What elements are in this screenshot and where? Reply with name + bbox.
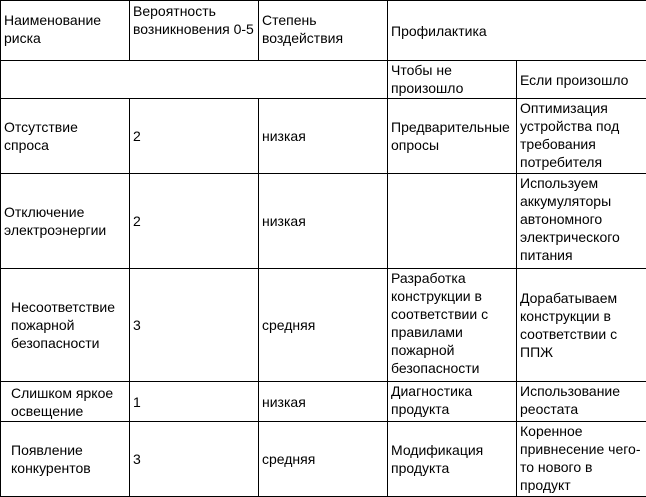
risk-name: Появление конкурентов (11, 441, 126, 477)
table-row (1, 422, 646, 497)
prevention-after-text: Использование реостата (520, 382, 643, 418)
impact-value: низкая (262, 393, 384, 411)
probability-cell (130, 99, 259, 174)
header-prevention-cell (388, 1, 646, 61)
header-impact-label: Степень воздействия (262, 1, 384, 47)
impact-value: низкая (262, 212, 384, 230)
impact-cell (259, 99, 388, 174)
header-prevention-label: Профилактика (391, 22, 643, 40)
probability-cell (130, 174, 259, 269)
prevention-before-cell (388, 99, 517, 174)
table-row (1, 174, 646, 269)
prevention-before-cell (388, 269, 517, 382)
impact-value: низкая (262, 127, 384, 145)
impact-cell (259, 174, 388, 269)
probability-value: 3 (133, 450, 255, 468)
header-impact-cell (259, 1, 388, 61)
subheader-before-cell (388, 61, 517, 99)
prevention-before-text: Диагностика продукта (391, 382, 513, 418)
prevention-before-text: Модификация продукта (391, 441, 513, 477)
prevention-after-cell (517, 269, 646, 382)
probability-cell (130, 382, 259, 422)
prevention-before-cell (388, 382, 517, 422)
subheader-empty-cell (1, 61, 388, 99)
header-name-cell (1, 1, 130, 61)
probability-cell (130, 269, 259, 382)
impact-cell (259, 422, 388, 497)
probability-value: 2 (133, 212, 255, 230)
risk-name: Отсутствие спроса (4, 118, 126, 154)
table-row (1, 382, 646, 422)
impact-value: средняя (262, 450, 384, 468)
risk-name: Слишком яркое освещение (11, 384, 126, 420)
table-row (1, 99, 646, 174)
prevention-before-cell (388, 422, 517, 497)
header-name-label: Наименование риска (4, 1, 126, 47)
subheader-before-label: Чтобы не произошло (391, 61, 513, 97)
prevention-after-text: Используем аккумуляторы автономного электрического питания (520, 174, 643, 264)
table-row (1, 269, 646, 382)
prevention-before-text: Предварительные опросы (391, 118, 513, 154)
prevention-after-cell (517, 382, 646, 422)
subheader-row (1, 61, 646, 99)
risk-name-cell (1, 382, 130, 422)
risk-name-cell (1, 422, 130, 497)
risk-name: Несоответствие пожарной безопасности (11, 298, 126, 352)
prevention-before-text: Разработка конструкции в соответствии с правилами пожарной безопасности (391, 269, 513, 377)
probability-value: 2 (133, 127, 255, 145)
prevention-before-cell (388, 174, 517, 269)
probability-value: 1 (133, 393, 255, 411)
prevention-after-cell (517, 422, 646, 497)
risk-name: Отключение электроэнергии (4, 203, 126, 239)
prevention-after-text: Дорабатываем конструкции в соответствии с ППЖ (520, 289, 643, 361)
risk-name-cell (1, 174, 130, 269)
header-probability-cell (130, 1, 259, 61)
header-probability-label: Вероятность возникновения 0-5 (133, 1, 255, 38)
impact-cell (259, 269, 388, 382)
probability-value: 3 (133, 316, 255, 334)
subheader-after-label: Если произошло (520, 71, 643, 89)
prevention-after-text: Коренное привнесение чего-то нового в продукт (520, 422, 643, 494)
probability-cell (130, 422, 259, 497)
risk-name-cell (1, 269, 130, 382)
header-row (1, 1, 646, 61)
impact-cell (259, 382, 388, 422)
prevention-after-cell (517, 99, 646, 174)
prevention-after-text: Оптимизация устройства под требования потребителя (520, 99, 643, 171)
prevention-after-cell (517, 174, 646, 269)
subheader-after-cell (517, 61, 646, 99)
impact-value: средняя (262, 316, 384, 334)
risk-name-cell (1, 99, 130, 174)
